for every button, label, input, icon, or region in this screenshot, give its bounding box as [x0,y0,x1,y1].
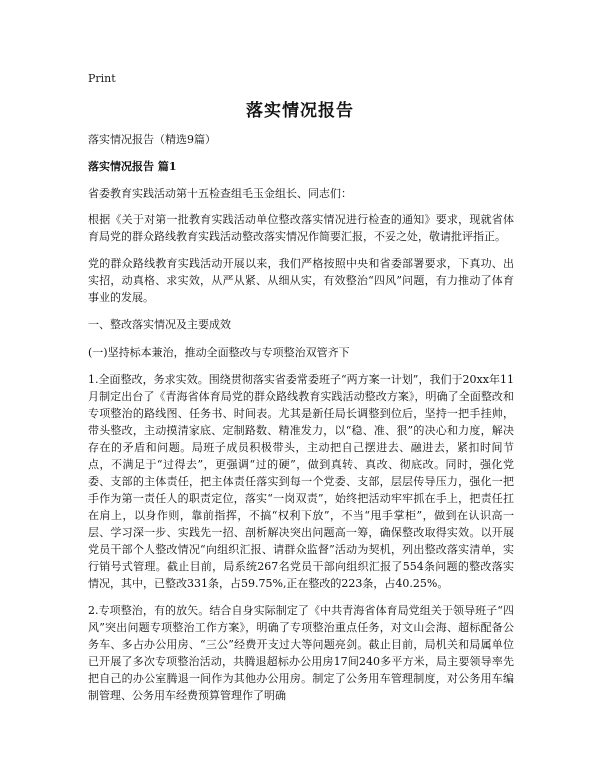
salutation: 省委教育实践活动第十五检查组毛玉金组长、同志们： [88,187,352,200]
paragraph-overview: 党的群众路线教育实践活动开展以来，我们严格按照中央和省委部署要求，下真功、出实招，动真格、求实效，从严从紧、从细从实，有效整治“四风”问题，有力推动了体育事业的发展。 [88,257,514,304]
section-heading: 一、整改落实情况及主要成效 [88,318,231,331]
document-body [88,131,514,714]
print-label[interactable]: Print [88,72,116,85]
page-title: 落实情况报告 [246,101,354,121]
paragraph-special-rectification: 2.专项整治，有的放矢。结合自身实际制定了《中共青海省体育局党组关于领导班子“四风”突出问题专项整治工作方案》，明确了专项整治重点任务，对文山会海、超标配备公务车、多占办公用房、“三公”经费开支过大等问题亮剑。截止目前，局机关和局属单位已开展了多次专项整治活动，共腾退超标办公用房17间240多平方米，局主要领导率先把自己的办公室腾退一间作为其他办公用房。制定了公务用车管理制度，对公务用车编制管理、公务用车经费预算管理作了明确 [88,604,514,702]
subsection-heading: (一)坚持标本兼治，推动全面整改与专项整治双管齐下 [88,346,350,359]
paragraph-intro: 根据《关于对第一批教育实践活动单位整改落实情况进行检查的通知》要求，现就省体育局党的群众路线教育实践活动整改落实情况作简要汇报，不妥之处，敬请批评指正。 [88,213,514,243]
paragraph-comprehensive-rectification: 1.全面整改，务求实效。围绕贯彻落实省委常委班子“两方案一计划”，我们于20xx年11月制定出台了《青海省体育局党的群众路线教育实践活动整改方案》，明确了全面整改和专项整治的路线图、任务书、时间表。尤其是新任局长调整到位后，坚持一把手挂帅，带头整改，主动摸清家底、定制路数、精准发力，以“稳、准、狠”的决心和力度，解决存在的矛盾和问题。局班子成员积极带头，主动把自己摆进去、融进去，紧扣时间节点，不满足于“过得去”，更强调“过的硬”，做到真转、真改、彻底改。同时，强化党委、支部的主体责任，把主体责任落实到每一个党委、支部，层层传导压力，强化一把手作为第一责任人的职责定位，落实“一岗双责”，始终把活动牢牢抓在手上，把责任扛在肩上，以身作则，靠前指挥，不搞“权利下放”，不当“甩手掌柜”，做到在认识高一层、学习深一步、实践先一招、剖析解决突出问题高一筹，确保整改取得实效。以开展党员干部个人整改情况“向组织汇报、请群众监督”活动为契机，列出整改落实清单，实行销号式管理。截止目前，局系统267名党员干部向组织汇报了554条问题的整改落实情况，其中，已整改331条，占59.75%,正在整改的223条，占40.25%。 [88,373,514,590]
article-heading: 落实情况报告 篇1 [88,160,177,173]
subtitle: 落实情况报告（精选9篇） [88,133,216,146]
